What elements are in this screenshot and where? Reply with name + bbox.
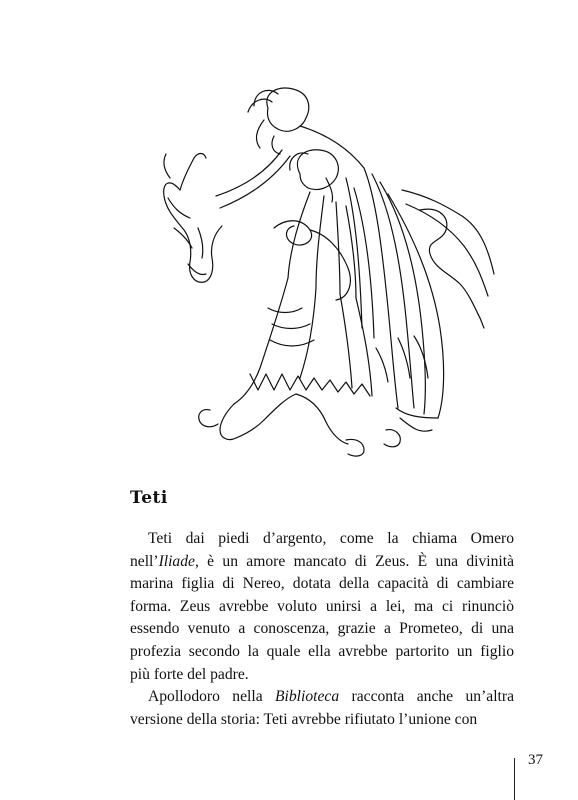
text-segment: racconta anche un’altra — [339, 688, 514, 706]
text-line — [130, 709, 514, 732]
text-line — [130, 573, 514, 596]
text-segment: marina figlia di Nereo, dotata della capacità di cambiare — [130, 575, 514, 593]
text-segment: forma. Zeus avrebbe voluto unirsi a lei, ma ci rinunciò — [130, 597, 514, 615]
page-number-rule — [514, 758, 515, 800]
section-title: Teti — [130, 488, 168, 508]
text-segment: più forte del padre. — [130, 665, 249, 683]
text-line — [130, 551, 514, 574]
page-number: 37 — [528, 752, 543, 768]
text-segment: Apollodoro nella — [148, 688, 276, 706]
text-line — [130, 528, 514, 551]
text-segment: profezia secondo la quale ella avrebbe partorito un figlio — [130, 642, 514, 660]
text-segment: versione della storia: Teti avrebbe rifiutato l’unione con — [130, 710, 478, 728]
text-segment: nell’ — [130, 552, 159, 570]
text-segment: Teti dai piedi d’argento, come la chiama Omero — [148, 530, 514, 547]
text-line — [130, 618, 514, 641]
text-line — [130, 664, 514, 687]
text-line — [130, 641, 514, 664]
text-line — [130, 686, 514, 709]
text-segment: essendo venuto a conoscenza, grazie a Prometeo, di una — [130, 620, 514, 638]
italic-title-segment: Iliade — [158, 552, 195, 570]
body-text — [130, 528, 514, 731]
text-segment: , è un amore mancato di Zeus. È una divinità — [194, 552, 514, 570]
greek-vase-illustration — [150, 78, 510, 468]
text-line — [130, 596, 514, 619]
italic-title-segment: Biblioteca — [275, 688, 340, 706]
